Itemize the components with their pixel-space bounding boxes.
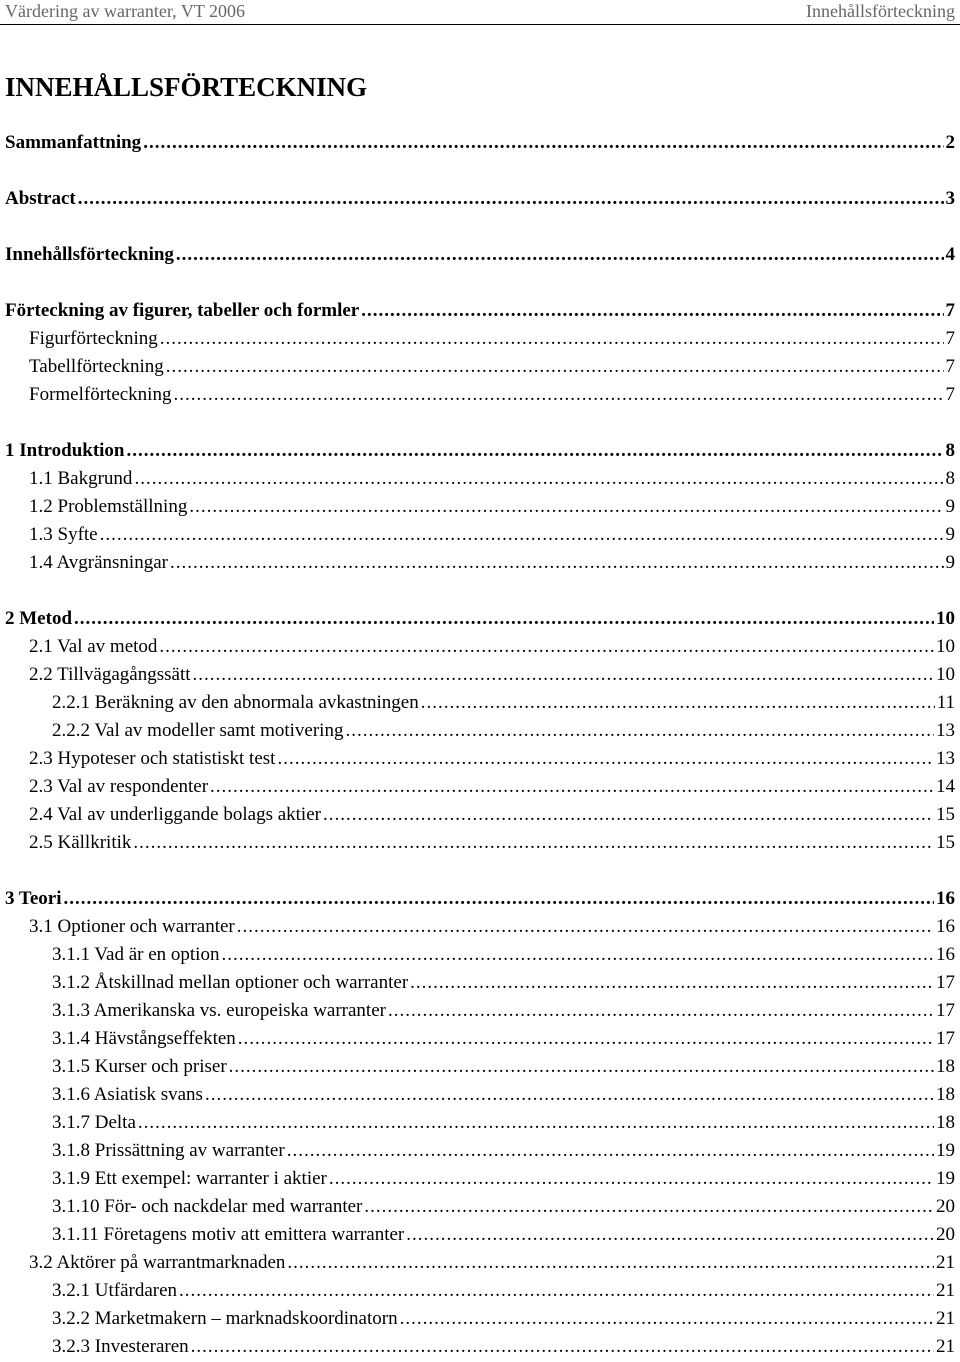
toc-entry[interactable] [29, 354, 955, 380]
header-section-title: Innehållsförteckning [806, 1, 955, 21]
toc-dot-leader [205, 1082, 934, 1108]
toc-entry-page: 10 [936, 608, 955, 629]
toc-entry[interactable] [52, 1222, 955, 1248]
toc-entry-title: 1 Introduktion [5, 440, 125, 461]
toc-entry-page: 7 [945, 300, 955, 321]
toc-dot-leader [388, 998, 934, 1024]
toc-entry[interactable] [5, 130, 955, 156]
toc-dot-leader [159, 634, 934, 660]
toc-entry-title: Innehållsförteckning [5, 244, 174, 265]
toc-entry-page: 21 [936, 1252, 955, 1273]
toc-entry-page: 8 [945, 440, 955, 461]
toc-entry-page: 8 [945, 468, 955, 489]
toc-entry-page: 15 [936, 804, 955, 825]
toc-entry[interactable] [5, 298, 955, 324]
toc-entry-title: 2.2.2 Val av modeller samt motivering [52, 720, 344, 741]
toc-entry-title: 3.1.4 Hävstångseffekten [52, 1028, 236, 1049]
toc-entry-title: 2.2 Tillvägagångssätt [29, 664, 191, 685]
toc-entry-page: 20 [936, 1224, 955, 1245]
toc-entry-title: Tabellförteckning [29, 356, 164, 377]
toc-entry[interactable] [52, 1082, 955, 1108]
toc-dot-leader [193, 662, 934, 688]
toc-entry-title: 2.2.1 Beräkning av den abnormala avkastningen [52, 692, 419, 713]
toc-entry-title: 3.1.11 Företagens motiv att emittera warranter [52, 1224, 405, 1245]
toc-dot-leader [421, 690, 935, 716]
toc-entry-page: 13 [936, 748, 955, 769]
toc-entry-title: 3.1.9 Ett exempel: warranter i aktier [52, 1168, 327, 1189]
toc-entry[interactable] [5, 438, 955, 464]
toc-dot-leader [176, 242, 944, 268]
toc-entry-title: 1.3 Syfte [29, 524, 98, 545]
toc-entry-page: 7 [945, 384, 955, 405]
toc-entry-page: 17 [936, 1000, 955, 1021]
toc-entry-page: 7 [945, 356, 955, 377]
toc-entry-title: 2.1 Val av metod [29, 636, 158, 657]
toc-dot-leader [170, 550, 944, 576]
toc-entry[interactable] [52, 1166, 955, 1192]
toc-entry[interactable] [29, 634, 955, 660]
toc-entry-title: 3.1.10 För- och nackdelar med warranter [52, 1196, 363, 1217]
toc-entry[interactable] [52, 1110, 955, 1136]
toc-entry-title: Förteckning av figurer, tabeller och formler [5, 300, 360, 321]
toc-dot-leader [400, 1306, 934, 1332]
toc-entry-page: 3 [945, 188, 955, 209]
toc-entry-title: 3 Teori [5, 888, 62, 909]
toc-dot-leader [173, 382, 943, 408]
toc-dot-leader [189, 494, 943, 520]
toc-entry-title: 3.1.5 Kurser och priser [52, 1056, 227, 1077]
toc-entry-page: 16 [936, 944, 955, 965]
toc-entry-page: 16 [936, 888, 955, 909]
toc-entry[interactable] [29, 774, 955, 800]
toc-dot-leader [179, 1278, 934, 1304]
toc-entry-page: 21 [936, 1280, 955, 1301]
toc-entry-page: 21 [936, 1308, 955, 1329]
toc-entry-title: 1.1 Bakgrund [29, 468, 133, 489]
toc-entry[interactable] [29, 914, 955, 940]
toc-entry-title: 1.4 Avgränsningar [29, 552, 168, 573]
toc-entry-page: 13 [936, 720, 955, 741]
toc-entry-page: 11 [936, 692, 955, 713]
toc-dot-leader [133, 830, 934, 856]
toc-dot-leader [277, 746, 934, 772]
toc-entry[interactable] [52, 1054, 955, 1080]
toc-entry-title: 3.1 Optioner och warranter [29, 916, 235, 937]
toc-entry[interactable] [52, 690, 955, 716]
toc-entry-title: 3.2 Aktörer på warrantmarknaden [29, 1252, 286, 1273]
toc-entry[interactable] [29, 522, 955, 548]
toc-entry[interactable] [29, 802, 955, 828]
toc-entry-page: 21 [936, 1336, 955, 1357]
toc-entry-title: 3.1.6 Asiatisk svans [52, 1084, 203, 1105]
toc-entry-page: 17 [936, 972, 955, 993]
toc-entry-page: 18 [936, 1112, 955, 1133]
toc-entry-title: 3.2.1 Utfärdaren [52, 1280, 178, 1301]
toc-entry[interactable] [29, 830, 955, 856]
toc-dot-leader [63, 886, 934, 912]
toc-entry-title: 2.3 Val av respondenter [29, 776, 209, 797]
toc-entry[interactable] [29, 662, 955, 688]
toc-dot-leader [287, 1138, 934, 1164]
toc-entry-page: 17 [936, 1028, 955, 1049]
toc-entry-page: 20 [936, 1196, 955, 1217]
toc-entry[interactable] [5, 186, 955, 212]
toc-entry[interactable] [52, 1306, 955, 1332]
page-title: INNEHÅLLSFÖRTECKNING [5, 72, 368, 102]
toc-dot-leader [361, 298, 943, 324]
toc-dot-leader [138, 1110, 934, 1136]
toc-entry[interactable] [5, 886, 955, 912]
toc-entry[interactable] [52, 1026, 955, 1052]
header-document-title: Värdering av warranter, VT 2006 [5, 1, 246, 21]
toc-entry-title: Formelförteckning [29, 384, 172, 405]
toc-entry[interactable] [29, 326, 955, 352]
toc-entry[interactable] [52, 970, 955, 996]
toc-entry[interactable] [52, 1278, 955, 1304]
toc-entry[interactable] [29, 1250, 955, 1276]
toc-entry-page: 10 [936, 664, 955, 685]
toc-entry[interactable] [29, 382, 955, 408]
toc-entry[interactable] [52, 718, 955, 744]
toc-entry-title: 3.2.3 Investeraren [52, 1336, 189, 1357]
toc-entry-page: 14 [936, 776, 955, 797]
toc-entry-page: 16 [936, 916, 955, 937]
toc-entry-page: 15 [936, 832, 955, 853]
toc-dot-leader [287, 1250, 934, 1276]
toc-entry-title: 2.5 Källkritik [29, 832, 132, 853]
toc-entry[interactable] [52, 1194, 955, 1220]
toc-entry[interactable] [52, 1138, 955, 1164]
toc-dot-leader [210, 774, 934, 800]
toc-dot-leader [74, 606, 934, 632]
toc-entry-title: 1.2 Problemställning [29, 496, 188, 517]
toc-dot-leader [345, 718, 934, 744]
toc-entry-page: 19 [936, 1168, 955, 1189]
toc-entry[interactable] [52, 942, 955, 968]
toc-dot-leader [100, 522, 944, 548]
toc-entry-title: 3.1.1 Vad är en option [52, 944, 220, 965]
toc-dot-leader [238, 1026, 934, 1052]
toc-entry-page: 9 [945, 552, 955, 573]
toc-entry[interactable] [29, 494, 955, 520]
toc-dot-leader [221, 942, 934, 968]
toc-entry-title: Sammanfattning [5, 132, 142, 153]
toc-entry[interactable] [52, 998, 955, 1024]
toc-entry-title: 2 Metod [5, 608, 73, 629]
toc-dot-leader [237, 914, 934, 940]
toc-entry-title: Abstract [5, 188, 76, 209]
toc-dot-leader [406, 1222, 934, 1248]
toc-entry[interactable] [5, 242, 955, 268]
toc-entry-title: 3.1.3 Amerikanska vs. europeiska warranter [52, 1000, 386, 1021]
toc-entry-page: 10 [936, 636, 955, 657]
toc-entry[interactable] [29, 746, 955, 772]
toc-dot-leader [329, 1166, 934, 1192]
toc-entry[interactable] [5, 606, 955, 632]
toc-dot-leader [134, 466, 943, 492]
toc-entry[interactable] [29, 550, 955, 576]
toc-dot-leader [364, 1194, 934, 1220]
toc-entry-title: 2.4 Val av underliggande bolags aktier [29, 804, 321, 825]
toc-entry-page: 2 [945, 132, 955, 153]
toc-dot-leader [323, 802, 934, 828]
toc-entry-page: 19 [936, 1140, 955, 1161]
toc-entry-page: 9 [945, 496, 955, 517]
toc-entry[interactable] [29, 466, 955, 492]
toc-entry-title: 3.1.8 Prissättning av warranter [52, 1140, 285, 1161]
toc-dot-leader [229, 1054, 934, 1080]
toc-entry-page: 7 [945, 328, 955, 349]
toc-dot-leader [143, 130, 943, 156]
toc-entry-page: 18 [936, 1084, 955, 1105]
toc-dot-leader [160, 326, 944, 352]
toc-entry-page: 9 [945, 524, 955, 545]
toc-entry-title: Figurförteckning [29, 328, 158, 349]
toc-entry-page: 4 [945, 244, 955, 265]
toc-entry-title: 2.3 Hypoteser och statistiskt test [29, 748, 276, 769]
toc-entry-title: 3.1.2 Åtskillnad mellan optioner och warranter [52, 972, 409, 993]
toc-dot-leader [78, 186, 944, 212]
toc-entry-title: 3.1.7 Delta [52, 1112, 136, 1133]
toc-dot-leader [191, 1334, 934, 1360]
toc-entry-page: 18 [936, 1056, 955, 1077]
toc-entry[interactable] [52, 1334, 955, 1360]
toc-dot-leader [166, 354, 944, 380]
toc-dot-leader [410, 970, 934, 996]
toc-entry-title: 3.2.2 Marketmakern – marknadskoordinatorn [52, 1308, 398, 1329]
toc-dot-leader [127, 438, 944, 464]
